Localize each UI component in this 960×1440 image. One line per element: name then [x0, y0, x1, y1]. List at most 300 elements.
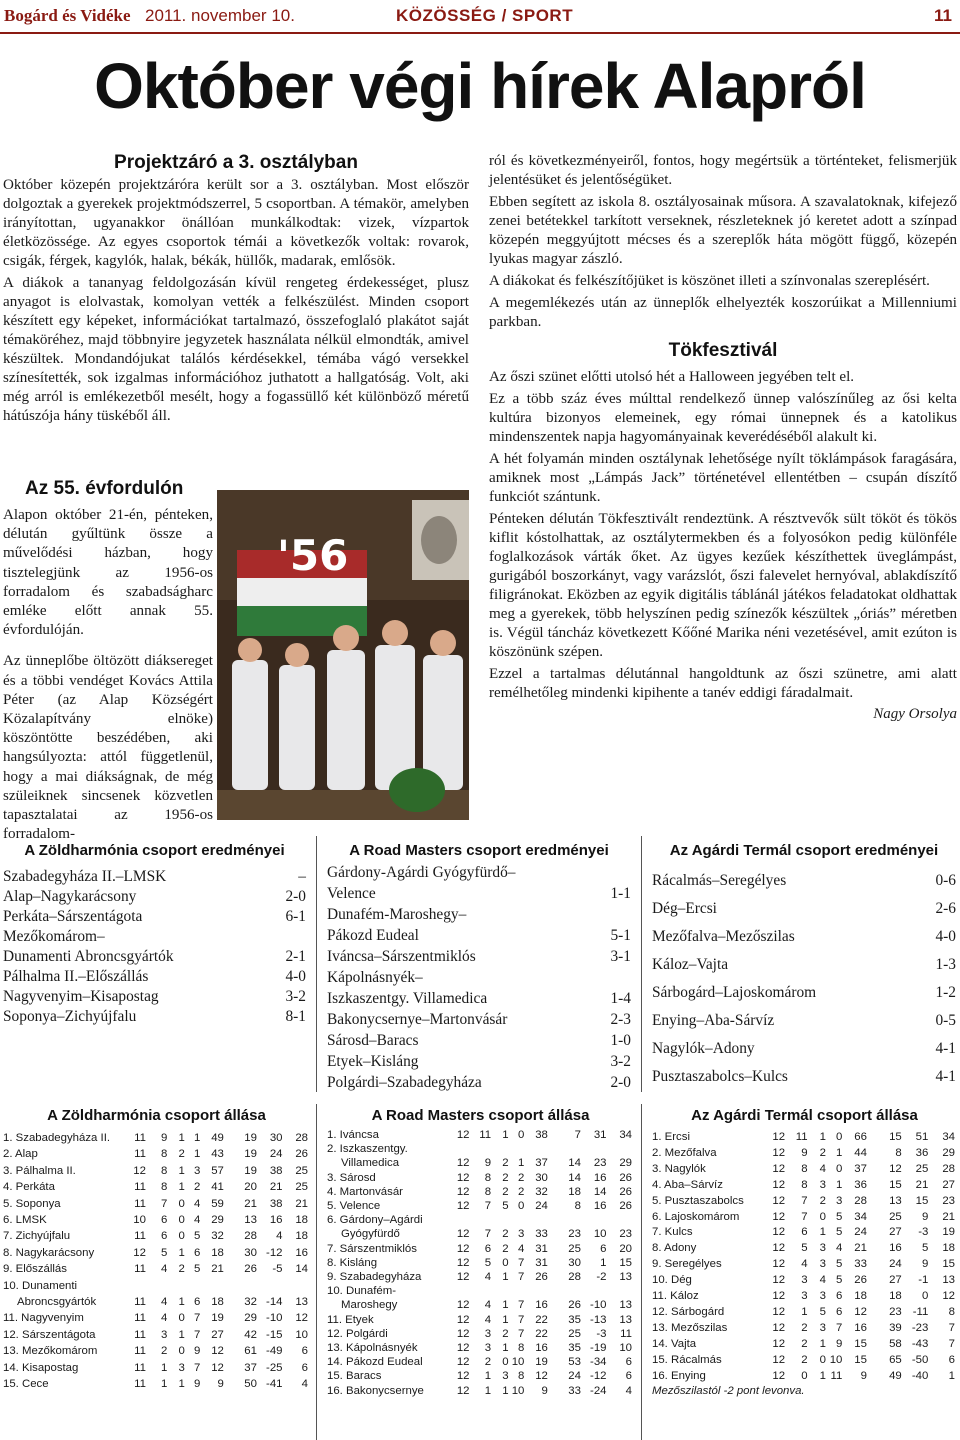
stat-cell: 30 — [535, 1171, 548, 1184]
stat-cell: 11 — [479, 1129, 492, 1141]
standings-row — [3, 1294, 308, 1310]
team-name: Maroshegy — [341, 1299, 398, 1312]
stat-cell: 6 — [625, 1370, 632, 1383]
team-name: 6. LMSK — [3, 1214, 47, 1227]
result-row-cont — [3, 947, 306, 967]
stat-cell: 12 — [889, 1162, 902, 1175]
stat-cell: 11 — [134, 1345, 146, 1358]
stat-cell: 27 — [889, 1226, 902, 1239]
stat-cell: 7 — [836, 1321, 843, 1334]
stat-cell: 1 — [194, 1148, 201, 1161]
results-title: A Zöldharmónia csoport eredményei — [24, 842, 285, 859]
stat-cell — [470, 1213, 492, 1227]
stat-cell: 5 — [836, 1274, 843, 1287]
stat-cell — [224, 1278, 257, 1294]
stat-cell: 12 — [772, 1274, 786, 1287]
result-row — [327, 1072, 631, 1093]
subhead-evfordulo: Az 55. évfordulón — [25, 478, 184, 499]
match-teams: Sárosd–Baracs — [327, 1032, 419, 1049]
results-roadmasters — [327, 842, 631, 1093]
match-teams: Sárbogárd–Lajoskomárom — [652, 984, 817, 1001]
standings-row — [327, 1227, 632, 1241]
match-teams: Mezőkomárom– — [3, 928, 105, 945]
standings-row — [652, 1321, 955, 1337]
stat-cell: 14 — [568, 1171, 581, 1184]
stat-cell: 15 — [619, 1256, 632, 1269]
match-score: 2-0 — [285, 888, 306, 905]
stat-cell: 12 — [456, 1370, 470, 1383]
standings-agardi — [652, 1107, 957, 1397]
stat-cell: 2 — [502, 1327, 509, 1340]
stat-cell: 1 — [178, 1328, 185, 1341]
stat-cell: 12 — [772, 1162, 786, 1175]
standings-row — [652, 1273, 955, 1289]
match-score: 2-3 — [610, 1011, 631, 1028]
standings-row — [3, 1163, 308, 1179]
stat-cell: 0 — [178, 1214, 185, 1227]
stat-cell: 12 — [295, 1312, 308, 1325]
stat-cell: 7 — [518, 1256, 525, 1269]
stat-cell: 8 — [518, 1342, 525, 1355]
stat-cell: 25 — [889, 1210, 902, 1223]
team-name: 11. Etyek — [327, 1313, 374, 1326]
stat-cell — [607, 1142, 632, 1156]
result-row — [327, 1051, 631, 1072]
stat-cell: 1 — [160, 1378, 168, 1391]
stat-cell: 3 — [819, 1290, 826, 1303]
team-name: Abroncsgyártók — [17, 1296, 97, 1309]
stat-cell: 6 — [160, 1230, 168, 1243]
stat-cell: 0 — [819, 1353, 826, 1366]
stat-cell: 15 — [854, 1353, 867, 1366]
stat-cell: 6 — [194, 1246, 201, 1259]
standings-row — [327, 1199, 632, 1213]
standings-row — [327, 1185, 632, 1199]
article-body — [489, 368, 957, 703]
stat-cell: 0 — [819, 1210, 826, 1223]
stat-cell: 23 — [593, 1157, 607, 1170]
header-rule — [0, 32, 960, 34]
stat-cell — [146, 1278, 167, 1294]
result-row — [327, 967, 631, 988]
stat-cell: 12 — [456, 1242, 470, 1255]
stat-cell: 1 — [819, 1131, 826, 1143]
article-body — [489, 152, 957, 332]
team-name: 10. Dég — [652, 1274, 692, 1287]
stat-cell: 50 — [244, 1378, 257, 1391]
stat-cell: 11 — [134, 1132, 146, 1144]
results-zoldharmonia — [3, 842, 306, 1027]
standings-row — [327, 1242, 632, 1256]
match-score: 4-0 — [285, 968, 306, 985]
stat-cell — [509, 1213, 525, 1227]
stat-cell: 2 — [178, 1263, 185, 1276]
stat-cell: 4 — [160, 1296, 168, 1309]
result-row — [3, 967, 306, 987]
stat-cell: 12 — [772, 1226, 786, 1239]
stat-cell: 29 — [942, 1146, 955, 1159]
stat-cell: 3 — [502, 1370, 509, 1383]
results-table — [652, 867, 956, 1091]
stat-cell: 5 — [194, 1263, 201, 1276]
stat-cell: 16 — [854, 1321, 867, 1334]
match-score: 4-1 — [935, 1068, 956, 1085]
stat-cell: 21 — [295, 1197, 308, 1210]
standings-row — [327, 1355, 632, 1369]
team-name: Villamedica — [341, 1157, 400, 1170]
team-name: 10. Dunafém- — [327, 1285, 397, 1298]
stat-cell: 1 — [502, 1271, 509, 1284]
standings-row — [327, 1327, 632, 1341]
match-score: 2-1 — [285, 948, 306, 965]
stat-cell: -43 — [911, 1337, 929, 1350]
team-name: 11. Káloz — [652, 1290, 699, 1303]
team-name: 5. Velence — [327, 1200, 381, 1213]
stat-cell: 6 — [160, 1214, 168, 1227]
team-name: 16. Enying — [652, 1369, 706, 1382]
standings-row — [3, 1196, 308, 1212]
stat-cell: 32 — [244, 1296, 257, 1309]
match-score: 5-1 — [610, 927, 631, 944]
stat-cell: 7 — [484, 1228, 492, 1241]
stat-cell: 1 — [801, 1305, 808, 1318]
stat-cell: 24 — [854, 1226, 867, 1239]
standings-row — [652, 1289, 955, 1305]
stat-cell: 18 — [854, 1290, 867, 1303]
stat-cell: 2 — [502, 1185, 509, 1198]
match-teams: Nagyvenyim–Kisapostag — [3, 988, 159, 1005]
standings-row — [652, 1178, 955, 1194]
stat-cell: 16 — [269, 1214, 283, 1227]
subhead-tokfesztival: Tökfesztivál — [668, 340, 778, 361]
paper-name: Bogárd és Vidéke — [4, 6, 131, 25]
standings-roadmasters — [327, 1107, 634, 1398]
stat-cell: 0 — [178, 1312, 185, 1325]
team-name: 4. Aba–Sárvíz — [652, 1178, 723, 1191]
stat-cell: 12 — [772, 1290, 786, 1303]
stat-cell: 10 — [593, 1228, 607, 1241]
stat-cell: 21 — [269, 1181, 283, 1194]
stat-cell: 22 — [535, 1313, 548, 1326]
article-right — [489, 152, 957, 723]
stat-cell: 21 — [915, 1178, 929, 1191]
standings-row — [652, 1194, 955, 1210]
team-name: 4. Perkáta — [3, 1181, 55, 1194]
stat-cell: 16 — [535, 1299, 548, 1312]
team-name: 12. Sárszentágota — [3, 1328, 96, 1341]
stat-cell: 0 — [801, 1369, 808, 1382]
stat-cell: 11 — [620, 1327, 632, 1340]
result-row — [3, 927, 306, 947]
team-name: 8. Adony — [652, 1242, 697, 1255]
stat-cell: 15 — [889, 1131, 902, 1143]
stat-cell: 7 — [948, 1337, 955, 1350]
match-teams: Alap–Nagykarácsony — [3, 888, 137, 905]
standings-title: Az Agárdi Termál csoport állása — [691, 1107, 918, 1124]
stat-cell: 8 — [484, 1185, 492, 1198]
stat-cell: 11 — [134, 1312, 146, 1325]
match-teams-cont: Dunamenti Abroncsgyártók — [3, 948, 174, 965]
stat-cell: 12 — [456, 1271, 470, 1284]
article-body — [3, 506, 213, 844]
stat-cell: 29 — [244, 1312, 257, 1325]
stat-cell: -23 — [911, 1321, 929, 1334]
stat-cell: 5 — [801, 1242, 808, 1255]
stat-cell — [491, 1142, 508, 1156]
stat-cell: 6 — [625, 1356, 632, 1369]
stat-cell: 12 — [456, 1157, 470, 1170]
match-score: – — [298, 868, 306, 885]
result-row — [652, 895, 956, 923]
stat-cell: 42 — [244, 1328, 257, 1341]
standings-row — [327, 1270, 632, 1284]
stat-cell: 12 — [133, 1164, 146, 1177]
result-row — [3, 1007, 306, 1027]
result-row — [652, 1035, 956, 1063]
stat-cell — [200, 1278, 224, 1294]
match-teams: Bakonycsernye–Martonvásár — [327, 1011, 508, 1028]
paragraph: Az őszi szünet előtti utolsó hét a Halloween jegyében telt el. — [489, 369, 855, 385]
stat-cell: 5 — [836, 1258, 843, 1271]
team-name: 6. Gárdony–Agárdi — [327, 1214, 423, 1227]
result-row-cont — [327, 988, 631, 1009]
stat-cell: 9 — [541, 1384, 548, 1397]
team-name: 10. Dunamenti — [3, 1279, 78, 1292]
stat-cell: 1 — [518, 1157, 525, 1170]
stat-cell: 0 — [922, 1290, 929, 1303]
stat-cell: 7 — [948, 1321, 955, 1334]
stat-cell: 12 — [133, 1246, 146, 1259]
stat-cell: 41 — [211, 1181, 224, 1194]
stat-cell: 7 — [194, 1312, 201, 1325]
stat-cell: 58 — [889, 1337, 902, 1350]
stat-cell: 51 — [915, 1131, 929, 1143]
team-name: 6. Lajoskomárom — [652, 1210, 740, 1223]
standings-zoldharmonia — [3, 1107, 310, 1393]
stat-cell: -41 — [266, 1378, 283, 1391]
stat-cell: 1 — [819, 1369, 826, 1382]
standings-row — [652, 1162, 955, 1178]
match-score: 1-4 — [610, 990, 631, 1007]
stat-cell: -5 — [272, 1263, 283, 1276]
stat-cell: 14 — [593, 1185, 607, 1198]
stat-cell: 25 — [295, 1181, 308, 1194]
result-row — [652, 1063, 956, 1091]
match-teams: Etyek–Kisláng — [327, 1053, 419, 1070]
stat-cell: 3 — [518, 1228, 525, 1241]
stat-cell: 6 — [600, 1242, 607, 1255]
stat-cell: 23 — [568, 1228, 581, 1241]
team-name: 16. Bakonycsernye — [327, 1384, 424, 1397]
stat-cell: 66 — [854, 1131, 867, 1143]
stat-cell: 11 — [795, 1131, 808, 1143]
stat-cell: 12 — [456, 1185, 470, 1198]
stat-cell — [452, 1213, 470, 1227]
standings-row — [652, 1369, 955, 1385]
stat-cell: 0 — [178, 1345, 185, 1358]
stat-cell: 39 — [889, 1321, 902, 1334]
spacer — [601, 904, 631, 925]
stat-cell: 15 — [915, 1194, 929, 1207]
stat-cell: 12 — [772, 1258, 786, 1271]
match-score: 0-5 — [935, 1012, 956, 1029]
stat-cell: 8 — [801, 1178, 808, 1191]
stat-cell: -15 — [266, 1328, 283, 1341]
stat-cell: 1 — [178, 1132, 185, 1144]
stat-cell — [470, 1142, 492, 1156]
standings-title: A Zöldharmónia csoport állása — [47, 1107, 266, 1124]
match-teams: Pálhalma II.–Előszállás — [3, 968, 149, 985]
stat-cell: 12 — [456, 1299, 470, 1312]
stat-cell: 18 — [942, 1242, 955, 1255]
headline: Október végi hírek Alapról — [94, 50, 866, 122]
paragraph: A megemlékezés után az ünneplők elhelyezték koszorúikat a Millenniumi parkban. — [489, 295, 957, 330]
standings-row — [327, 1142, 632, 1156]
stat-cell: 34 — [854, 1210, 867, 1223]
standings-row — [652, 1305, 955, 1321]
standings-row — [3, 1360, 308, 1376]
stat-cell: 12 — [772, 1305, 786, 1318]
stat-cell: 6 — [301, 1345, 308, 1358]
stat-cell: 27 — [942, 1178, 955, 1191]
article-left-top — [3, 152, 469, 429]
stat-cell: 12 — [456, 1384, 470, 1397]
standings-row — [327, 1284, 632, 1298]
match-score: 1-3 — [935, 956, 956, 973]
match-teams-cont: Pákozd Eudeal — [327, 927, 419, 944]
stat-cell: 24 — [568, 1370, 581, 1383]
stat-cell: 12 — [772, 1369, 786, 1382]
stat-cell: 4 — [301, 1378, 308, 1391]
stat-cell: -49 — [266, 1345, 283, 1358]
standings-row — [327, 1369, 632, 1383]
stat-cell: 49 — [211, 1132, 224, 1144]
stat-cell: 13 — [295, 1296, 308, 1309]
stat-cell: 16 — [295, 1246, 308, 1259]
match-teams: Dég–Ercsi — [652, 900, 717, 917]
stat-cell: 65 — [889, 1353, 902, 1366]
match-score: 2-6 — [935, 900, 956, 917]
divider — [316, 836, 317, 1092]
stat-cell: 1 — [178, 1181, 185, 1194]
stat-cell: 6 — [836, 1290, 843, 1303]
match-teams-cont: Velence — [327, 885, 376, 902]
stat-cell: 8 — [801, 1162, 808, 1175]
standings-row — [652, 1146, 955, 1162]
stat-cell: 1 — [484, 1384, 492, 1397]
stat-cell: 22 — [535, 1327, 548, 1340]
stat-cell: 1 — [194, 1132, 201, 1144]
stat-cell: 19 — [244, 1148, 257, 1161]
section-label: KÖZÖSSÉG / SPORT — [396, 6, 574, 25]
author: Nagy Orsolya — [873, 706, 957, 722]
standings-row — [652, 1210, 955, 1226]
stat-cell: 4 — [484, 1299, 492, 1312]
stat-cell: 32 — [211, 1230, 224, 1243]
stat-cell: 27 — [211, 1328, 224, 1341]
stat-cell: 12 — [772, 1242, 786, 1255]
stat-cell: 12 — [772, 1178, 786, 1191]
stat-cell — [452, 1284, 470, 1298]
spacer — [601, 862, 631, 883]
result-row — [327, 946, 631, 967]
stat-cell: 12 — [772, 1337, 786, 1350]
stat-cell — [607, 1213, 632, 1227]
team-name: 7. Kulcs — [652, 1226, 693, 1239]
stat-cell: 61 — [244, 1345, 257, 1358]
stat-cell: 16 — [535, 1342, 548, 1355]
results-title: A Road Masters csoport eredményei — [349, 842, 609, 859]
match-teams: Szabadegyháza II.–LMSK — [3, 868, 167, 885]
stat-cell — [548, 1284, 581, 1298]
stat-cell: 32 — [535, 1185, 548, 1198]
stat-cell: 0 — [502, 1356, 509, 1369]
stat-cell: 21 — [854, 1242, 867, 1255]
team-name: 2. Mezőfalva — [652, 1146, 717, 1159]
stat-cell: 28 — [854, 1194, 867, 1207]
stat-cell: -2 — [596, 1271, 607, 1284]
stat-cell: 7 — [518, 1313, 525, 1326]
stat-cell: 20 — [244, 1181, 257, 1194]
stat-cell: 12 — [854, 1305, 867, 1318]
team-name: 7. Zichyújfalu — [3, 1230, 71, 1243]
result-row — [652, 979, 956, 1007]
stat-cell: 11 — [134, 1181, 146, 1194]
standings-row — [327, 1128, 632, 1142]
team-name: 12. Sárbogárd — [652, 1305, 725, 1318]
stat-cell: 7 — [518, 1299, 525, 1312]
stat-cell: 11 — [134, 1148, 146, 1161]
standings-row — [327, 1171, 632, 1185]
stat-cell: 3 — [160, 1328, 168, 1341]
stat-cell: -3 — [596, 1327, 607, 1340]
stat-cell: 38 — [535, 1129, 548, 1141]
event-photo — [217, 490, 469, 820]
stat-cell: 3 — [819, 1258, 826, 1271]
match-teams: Enying–Aba-Sárvíz — [652, 1012, 775, 1029]
team-name: 8. Nagykarácsony — [3, 1246, 95, 1259]
stat-cell: 8 — [574, 1200, 581, 1213]
stat-cell: 19 — [211, 1312, 224, 1325]
stat-cell: 30 — [244, 1246, 257, 1259]
stat-cell: 4 — [836, 1242, 843, 1255]
stat-cell: 8 — [948, 1305, 955, 1318]
team-name: 2. Iszkaszentgy. — [327, 1143, 408, 1156]
stat-cell: 4 — [160, 1312, 168, 1325]
stat-cell: 26 — [619, 1171, 632, 1184]
stat-cell — [185, 1278, 201, 1294]
results-agardi — [652, 842, 956, 1091]
standings-row — [3, 1130, 308, 1146]
stat-cell: 4 — [194, 1214, 201, 1227]
result-row — [327, 904, 631, 925]
stat-cell: 18 — [295, 1230, 308, 1243]
stat-cell: 14 — [295, 1263, 308, 1276]
paragraph: Alapon október 21-én, pénteken, délután gyűltünk össze a művelődési házban, hogy tisztelegjünk az 1956-os forradalom és szabadságharc emléke előtt annak 55. évfordulóján. — [3, 507, 213, 639]
stat-cell: 6 — [836, 1305, 843, 1318]
result-row — [652, 1007, 956, 1035]
stat-cell: 36 — [854, 1178, 867, 1191]
stat-cell: 12 — [456, 1342, 470, 1355]
stat-cell: 26 — [244, 1263, 257, 1276]
standings-row — [327, 1313, 632, 1327]
match-score: 1-0 — [610, 1032, 631, 1049]
stat-cell: 5 — [922, 1242, 929, 1255]
stat-cell: 31 — [593, 1129, 607, 1141]
stat-cell: 31 — [535, 1242, 548, 1255]
stat-cell: 25 — [915, 1162, 929, 1175]
standings-table — [327, 1128, 632, 1398]
